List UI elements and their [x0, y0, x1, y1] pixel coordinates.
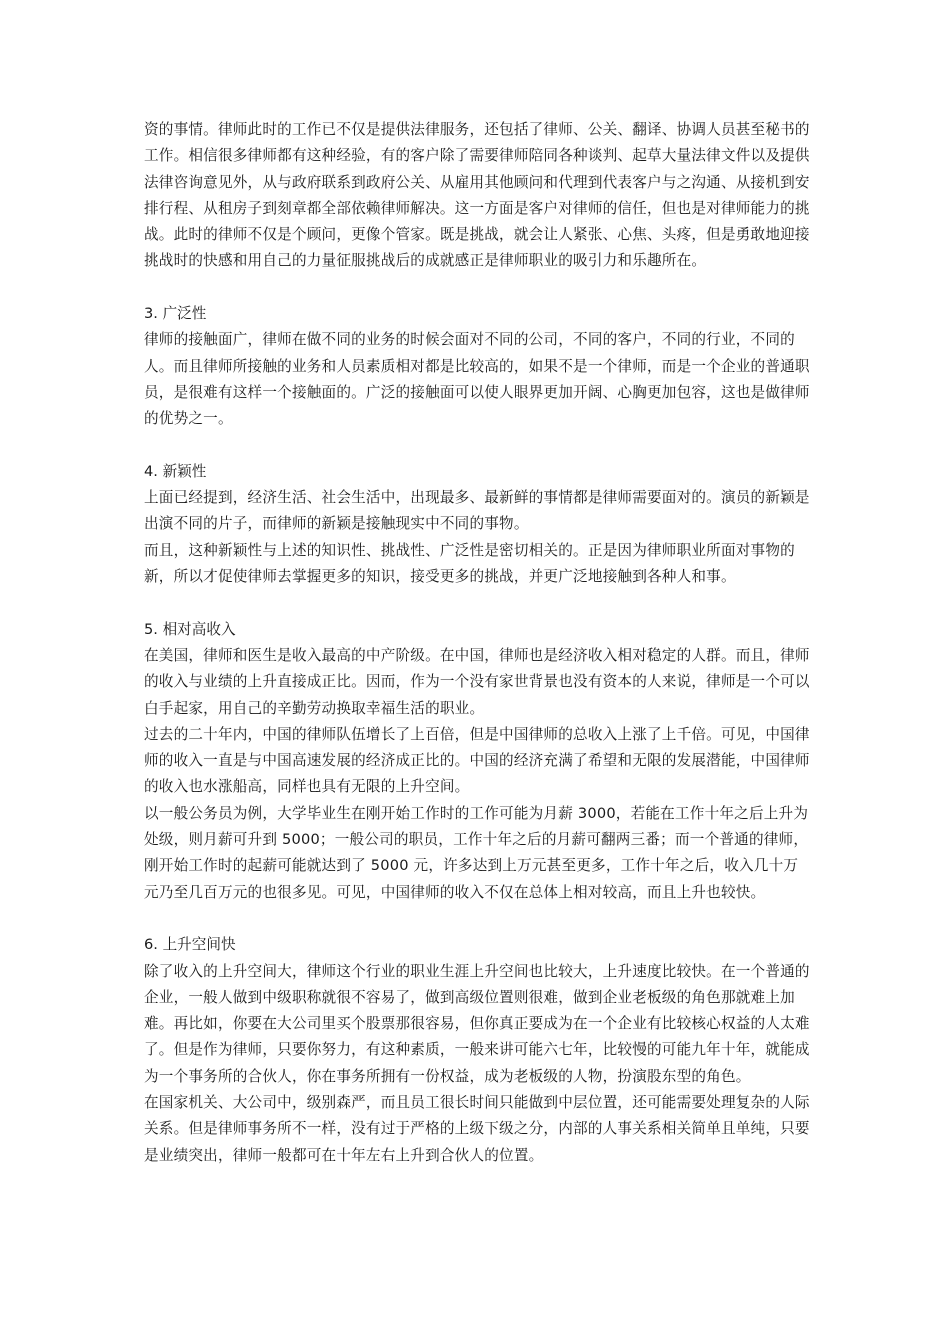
section-paragraph: 而且，这种新颖性与上述的知识性、挑战性、广泛性是密切相关的。正是因为律师职业所面对事物的新，所以才促使律师去掌握更多的知识，接受更多的挑战，并更广泛地接触到各种人和事。	[144, 541, 795, 586]
section-heading: 6. 上升空间快	[144, 936, 236, 954]
section-heading: 3. 广泛性	[144, 305, 207, 323]
section-income	[144, 617, 810, 906]
section-novelty	[144, 459, 810, 590]
section-paragraph: 上面已经提到，经济生活、社会生活中，出现最多、最新鲜的事情都是律师需要面对的。演员的新颖是出演不同的片子，而律师的新颖是接触现实中不同的事物。	[144, 489, 810, 533]
section-breadth	[144, 301, 810, 432]
section-heading: 5. 相对高收入	[144, 620, 236, 638]
section-heading: 4. 新颖性	[144, 462, 207, 480]
section-paragraph: 除了收入的上升空间大，律师这个行业的职业生涯上升空间也比较大，上升速度比较快。在一个普通的企业，一般人做到中级职称就很不容易了，做到高级位置则很难，做到企业老板级的角色那就难上加难。再比如，你要在大公司里买个股票那很容易，但你真正要成为在一个企业有比较核心权益的人太难了。但是作为律师，只要你努力，有这种素质，一般来讲可能六七年，比较慢的可能九年十年，就能成为一个事务所的合伙人，你在事务所拥有一份权益，成为老板级的人物，扮演股东型的角色。	[144, 962, 810, 1085]
section-paragraph: 过去的二十年内，中国的律师队伍增长了上百倍，但是中国律师的总收入上涨了上千倍。可见，中国律师的收入一直是与中国高速发展的经济成正比的。中国的经济充满了希望和无限的发展潜能，中国律师的收入也水涨船高，同样也具有无限的上升空间。	[144, 725, 810, 796]
intro-paragraph: 资的事情。律师此时的工作已不仅是提供法律服务，还包括了律师、公关、翻译、协调人员甚至秘书的工作。相信很多律师都有这种经验，有的客户除了需要律师陪同各种谈判、起草大量法律文件以及提供法律咨询意见外，从与政府联系到政府公关、从雇用其他顾问和代理到代表客户与之沟通、从接机到安排行程、从租房子到刻章都全部依赖律师解决。这一方面是客户对律师的信任，但也是对律师能力的挑战。此时的律师不仅是个顾问，更像个管家。既是挑战，就会让人紧张、心焦、头疼，但是勇敢地迎接挑战时的快感和用自己的力量征服挑战后的成就感正是律师职业的吸引力和乐趣所在。	[144, 121, 810, 270]
section-paragraph: 在美国，律师和医生是收入最高的中产阶级。在中国，律师也是经济收入相对稳定的人群。而且，律师的收入与业绩的上升直接成正比。因而，作为一个没有家世背景也没有资本的人来说，律师是一个可以白手起家，用自己的辛勤劳动换取幸福生活的职业。	[144, 646, 810, 717]
section-paragraph: 以一般公务员为例，大学毕业生在刚开始工作时的工作可能为月薪 3000，若能在工作十年之后上升为处级，则月薪可升到 5000；一般公司的职员，工作十年之后的月薪可翻两三番；而一个普通的律师，刚开始工作时的起薪可能就达到了 5000 元，许多达到上万元甚至更多，工作十年之后，收入几十万元乃至几百万元的也很多见。可见，中国律师的收入不仅在总体上相对较高，而且上升也较快。	[144, 804, 809, 901]
section-paragraph: 律师的接触面广，律师在做不同的业务的时候会面对不同的公司，不同的客户，不同的行业，不同的人。而且律师所接触的业务和人员素质相对都是比较高的，如果不是一个律师，而是一个企业的普通职员，是很难有这样一个接触面的。广泛的接触面可以使人眼界更加开阔、心胸更加包容，这也是做律师的优势之一。	[144, 331, 810, 428]
section-paragraph: 在国家机关、大公司中，级别森严，而且员工很长时间只能做到中层位置，还可能需要处理复杂的人际关系。但是律师事务所不一样，没有过于严格的上级下级之分，内部的人事关系相关简单且单纯，只要是业绩突出，律师一般都可在十年左右上升到合伙人的位置。	[144, 1093, 810, 1164]
section-advancement	[144, 932, 810, 1169]
